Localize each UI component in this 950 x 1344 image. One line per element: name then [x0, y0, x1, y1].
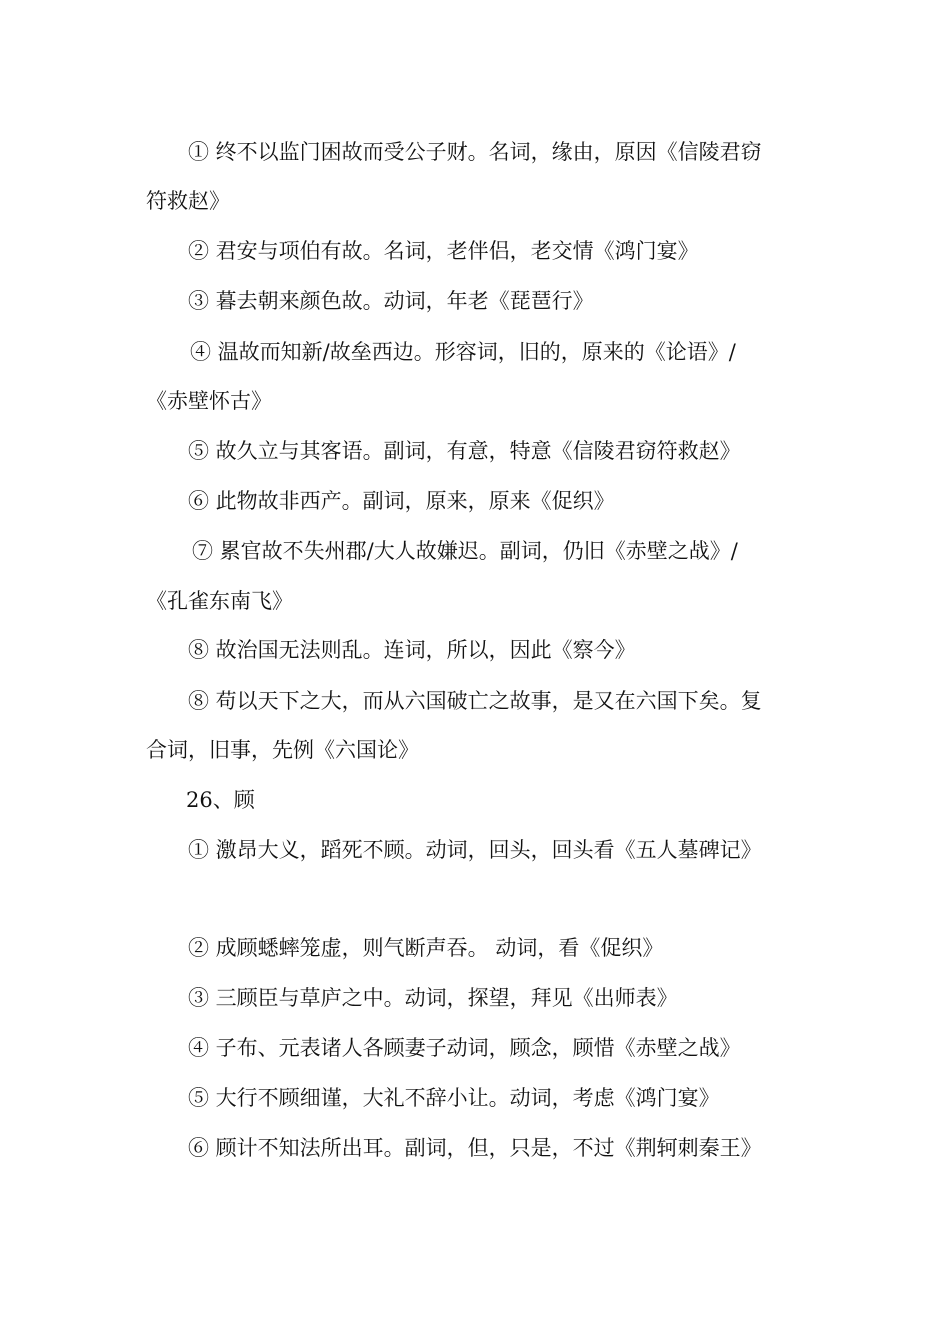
text-line: ③ 三顾臣与草庐之中。动词，探望，拜见《出师表》	[188, 986, 678, 1010]
text-line: 《赤壁怀古》	[146, 389, 272, 413]
text-line: ⑤ 故久立与其客语。副词，有意，特意《信陵君窃符救赵》	[188, 439, 741, 463]
text-line: ③ 暮去朝来颜色故。动词，年老《琵琶行》	[188, 289, 594, 313]
text-line: ② 君安与项伯有故。名词，老伴侣，老交情《鸿门宴》	[188, 239, 699, 263]
text-line: 《孔雀东南飞》	[146, 589, 293, 613]
text-line: ⑤ 大行不顾细谨，大礼不辞小让。动词，考虑《鸿门宴》	[188, 1086, 720, 1110]
text-line: ⑦ 累官故不失州郡/大人故嫌迟。副词，仍旧《赤壁之战》/	[192, 539, 738, 563]
text-line: 合词，旧事，先例《六国论》	[146, 738, 419, 762]
text-line: 符救赵》	[146, 189, 230, 213]
text-line: ⑧ 苟以天下之大，而从六国破亡之故事，是又在六国下矣。复	[188, 689, 762, 713]
text-line: ⑥ 此物故非西产。副词，原来，原来《促织》	[188, 489, 615, 513]
text-line: ④ 温故而知新/故垒西边。形容词，旧的，原来的《论语》/	[190, 340, 736, 364]
text-line: ⑧ 故治国无法则乱。连词，所以，因此《察今》	[188, 638, 636, 662]
text-line: ② 成顾蟋蟀笼虚，则气断声吞。 动词，看《促织》	[188, 936, 664, 960]
text-line: ⑥ 顾计不知法所出耳。副词，但，只是，不过《荆轲刺秦王》	[188, 1136, 762, 1160]
section-heading: 26、顾	[186, 788, 255, 812]
text-line: ④ 子布、元表诸人各顾妻子动词，顾念，顾惜《赤壁之战》	[188, 1036, 741, 1060]
text-line: ① 终不以监门困故而受公子财。名词，缘由，原因《信陵君窃	[188, 140, 762, 164]
text-line: ① 激昂大义，蹈死不顾。动词，回头，回头看《五人墓碑记》	[188, 838, 762, 862]
